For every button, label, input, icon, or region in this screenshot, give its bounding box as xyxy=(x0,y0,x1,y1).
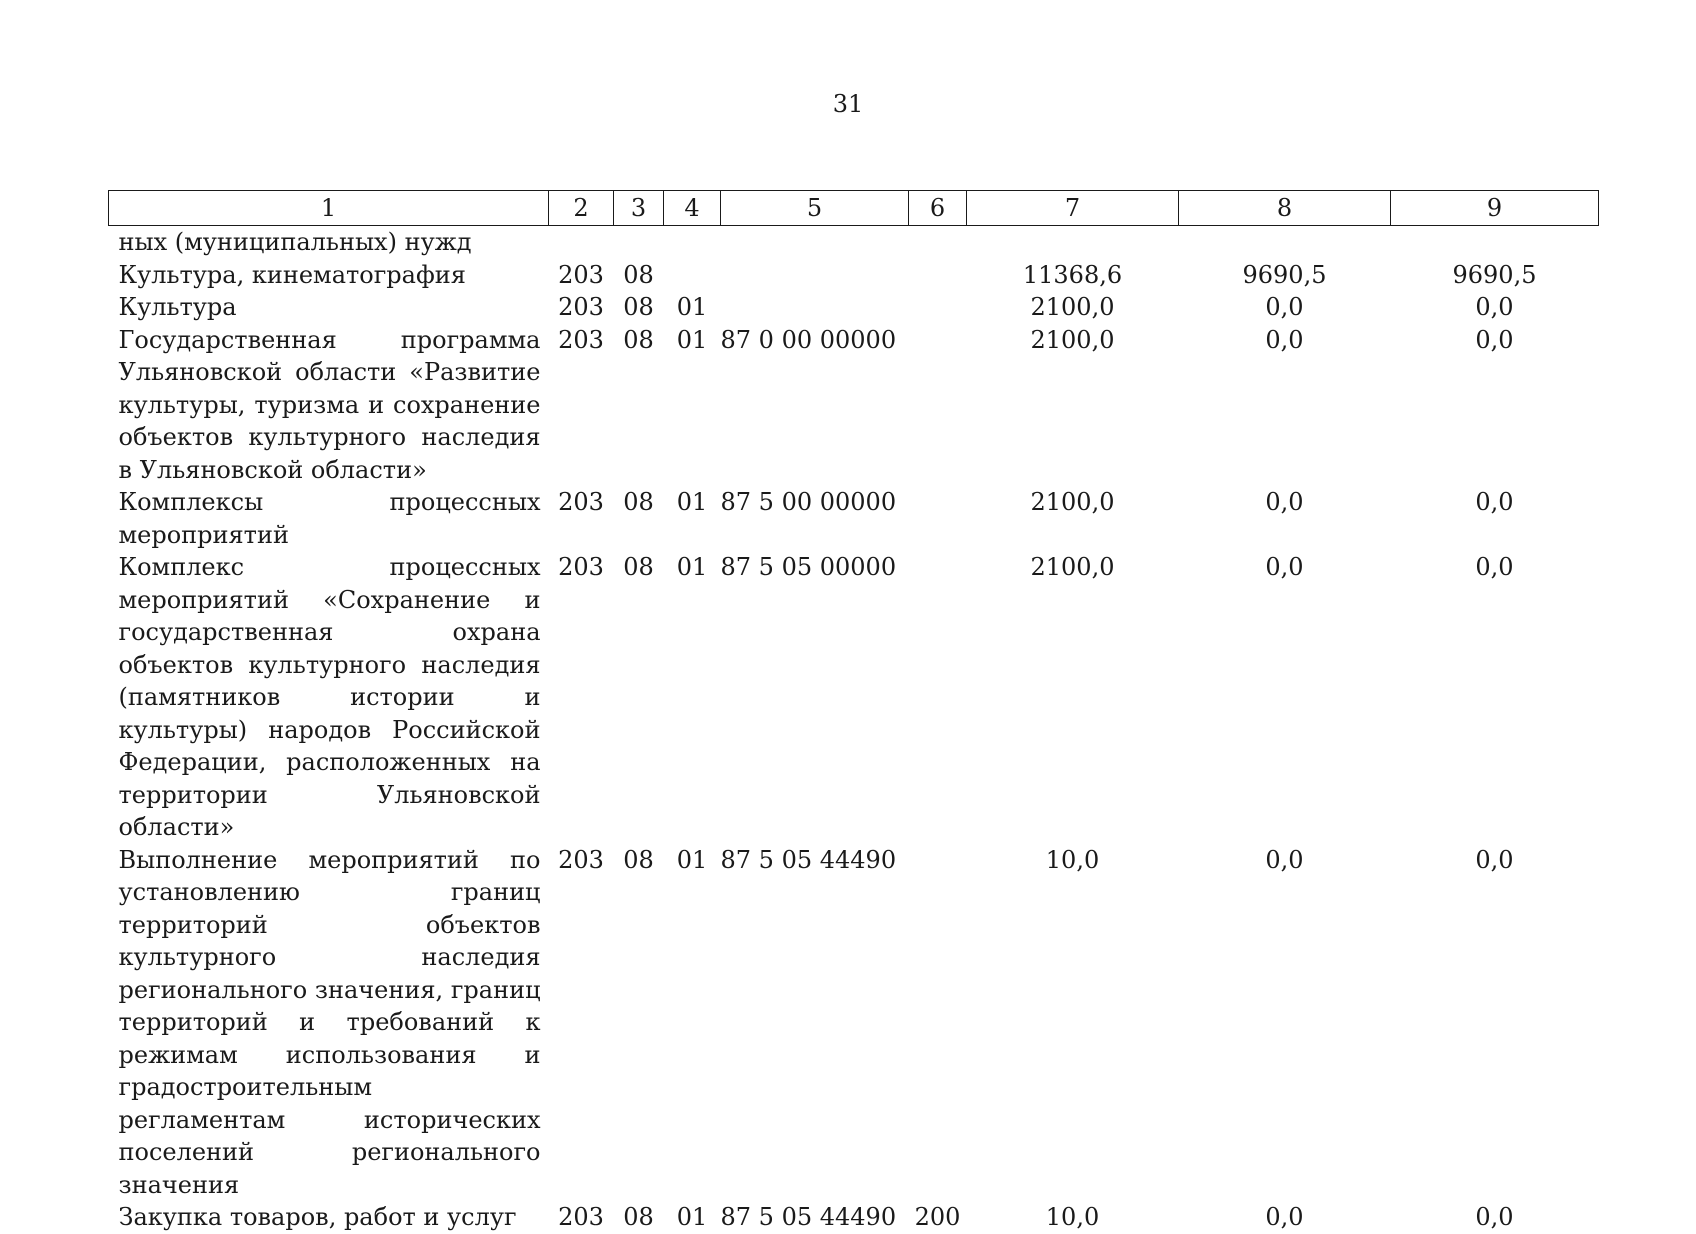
row-code-3: 08 xyxy=(623,553,654,581)
row-code-5: 87 0 00 00000 xyxy=(720,325,897,354)
header-col-2: 2 xyxy=(549,191,614,226)
table-row xyxy=(109,259,1599,292)
row-value-8: 0,0 xyxy=(1265,1203,1304,1231)
table-body xyxy=(109,226,1599,1234)
table-row xyxy=(109,324,1599,487)
row-code-5 xyxy=(721,226,909,259)
row-code-4 xyxy=(664,226,721,259)
table-header xyxy=(109,191,1599,226)
row-name: Выполнение мероприятий по установлению границ территорий объектов культурного наследия регионального значения, границ территорий и требований к режимам использования и градостроительным регламентам исторических поселений регионального значения xyxy=(118,845,541,1199)
row-code-2: 203 xyxy=(558,293,604,321)
row-code-3: 08 xyxy=(623,260,654,289)
row-code-6 xyxy=(909,486,967,551)
budget-table-container xyxy=(108,190,1598,1234)
row-value-7 xyxy=(967,226,1179,259)
budget-table xyxy=(108,190,1599,1234)
table-row xyxy=(109,486,1599,551)
row-code-5: 87 5 05 44490 xyxy=(720,845,897,874)
header-col-5: 5 xyxy=(721,191,909,226)
row-value-8 xyxy=(1179,226,1391,259)
header-row xyxy=(109,191,1599,226)
row-value-8: 0,0 xyxy=(1265,553,1304,581)
table-row xyxy=(109,844,1599,1202)
row-value-9: 0,0 xyxy=(1475,1203,1514,1231)
row-code-3: 08 xyxy=(623,1203,654,1231)
table-row xyxy=(109,551,1599,844)
header-col-9: 9 xyxy=(1391,191,1599,226)
row-name: Комплекс процессных мероприятий «Сохранение и государственная охрана объектов культурного наследия (памятников истории и культуры) народов Российской Федерации, расположенных на территории Ульяновской области» xyxy=(118,553,541,841)
row-value-9: 0,0 xyxy=(1475,553,1514,581)
row-name: ных (муниципальных) нужд xyxy=(118,228,472,256)
row-code-5: 87 5 05 00000 xyxy=(720,553,897,581)
row-value-9: 0,0 xyxy=(1475,845,1514,874)
row-code-3: 08 xyxy=(623,845,654,874)
row-code-6 xyxy=(909,324,967,487)
row-code-2 xyxy=(549,226,614,259)
row-value-8: 0,0 xyxy=(1265,325,1304,354)
row-value-8: 0,0 xyxy=(1265,845,1304,874)
row-code-5: 87 5 05 44490 xyxy=(720,1203,897,1231)
row-code-3 xyxy=(614,226,664,259)
row-value-7: 2100,0 xyxy=(1030,293,1115,321)
row-code-2: 203 xyxy=(558,1203,604,1231)
row-value-8: 9690,5 xyxy=(1242,260,1327,289)
row-code-4: 01 xyxy=(676,553,708,581)
row-code-5 xyxy=(721,291,909,324)
row-code-2: 203 xyxy=(558,260,604,289)
header-col-3: 3 xyxy=(614,191,664,226)
header-col-8: 8 xyxy=(1179,191,1391,226)
row-value-9: 0,0 xyxy=(1475,488,1514,516)
row-value-7: 10,0 xyxy=(1045,845,1100,874)
row-value-9: 0,0 xyxy=(1475,325,1514,354)
row-value-8: 0,0 xyxy=(1265,293,1304,321)
row-value-7: 2100,0 xyxy=(1030,553,1115,581)
page-number: 31 xyxy=(832,90,864,118)
row-code-5 xyxy=(721,259,909,292)
row-code-4 xyxy=(664,259,721,292)
row-code-2: 203 xyxy=(558,325,604,354)
row-code-5: 87 5 00 00000 xyxy=(720,488,897,516)
row-name: Культура, кинематография xyxy=(118,260,466,289)
row-code-6 xyxy=(909,551,967,844)
header-col-6: 6 xyxy=(909,191,967,226)
row-code-4: 01 xyxy=(676,845,708,874)
row-code-4: 01 xyxy=(676,293,708,321)
header-col-4: 4 xyxy=(664,191,721,226)
row-code-6 xyxy=(909,259,967,292)
row-value-8: 0,0 xyxy=(1265,488,1304,516)
row-code-6 xyxy=(909,844,967,1202)
row-value-7: 11368,6 xyxy=(1022,260,1123,289)
row-code-3: 08 xyxy=(623,325,654,354)
row-value-9: 9690,5 xyxy=(1452,260,1537,289)
row-code-4: 01 xyxy=(676,1203,708,1231)
row-value-9 xyxy=(1391,226,1599,259)
table-row xyxy=(109,1201,1599,1234)
row-code-6 xyxy=(909,226,967,259)
row-code-6: 200 xyxy=(914,1203,961,1231)
row-value-9: 0,0 xyxy=(1475,293,1514,321)
row-code-6 xyxy=(909,291,967,324)
header-col-7: 7 xyxy=(967,191,1179,226)
row-code-2: 203 xyxy=(558,845,604,874)
row-value-7: 2100,0 xyxy=(1030,488,1115,516)
row-name: Комплексы процессных мероприятий xyxy=(118,488,541,549)
row-value-7: 2100,0 xyxy=(1030,325,1115,354)
header-col-1: 1 xyxy=(109,191,549,226)
row-code-3: 08 xyxy=(623,488,654,516)
row-code-4: 01 xyxy=(676,488,708,516)
row-name: Закупка товаров, работ и услуг xyxy=(118,1203,517,1231)
row-code-2: 203 xyxy=(558,488,604,516)
row-name: Государственная программа Ульяновской области «Развитие культуры, туризма и сохранение объектов культурного наследия в Ульяновской области» xyxy=(118,325,541,484)
row-name: Культура xyxy=(118,293,237,321)
table-row xyxy=(109,291,1599,324)
row-code-4: 01 xyxy=(676,325,708,354)
table-row xyxy=(109,226,1599,259)
row-value-7: 10,0 xyxy=(1045,1203,1100,1231)
row-code-2: 203 xyxy=(558,553,604,581)
row-code-3: 08 xyxy=(623,293,654,321)
